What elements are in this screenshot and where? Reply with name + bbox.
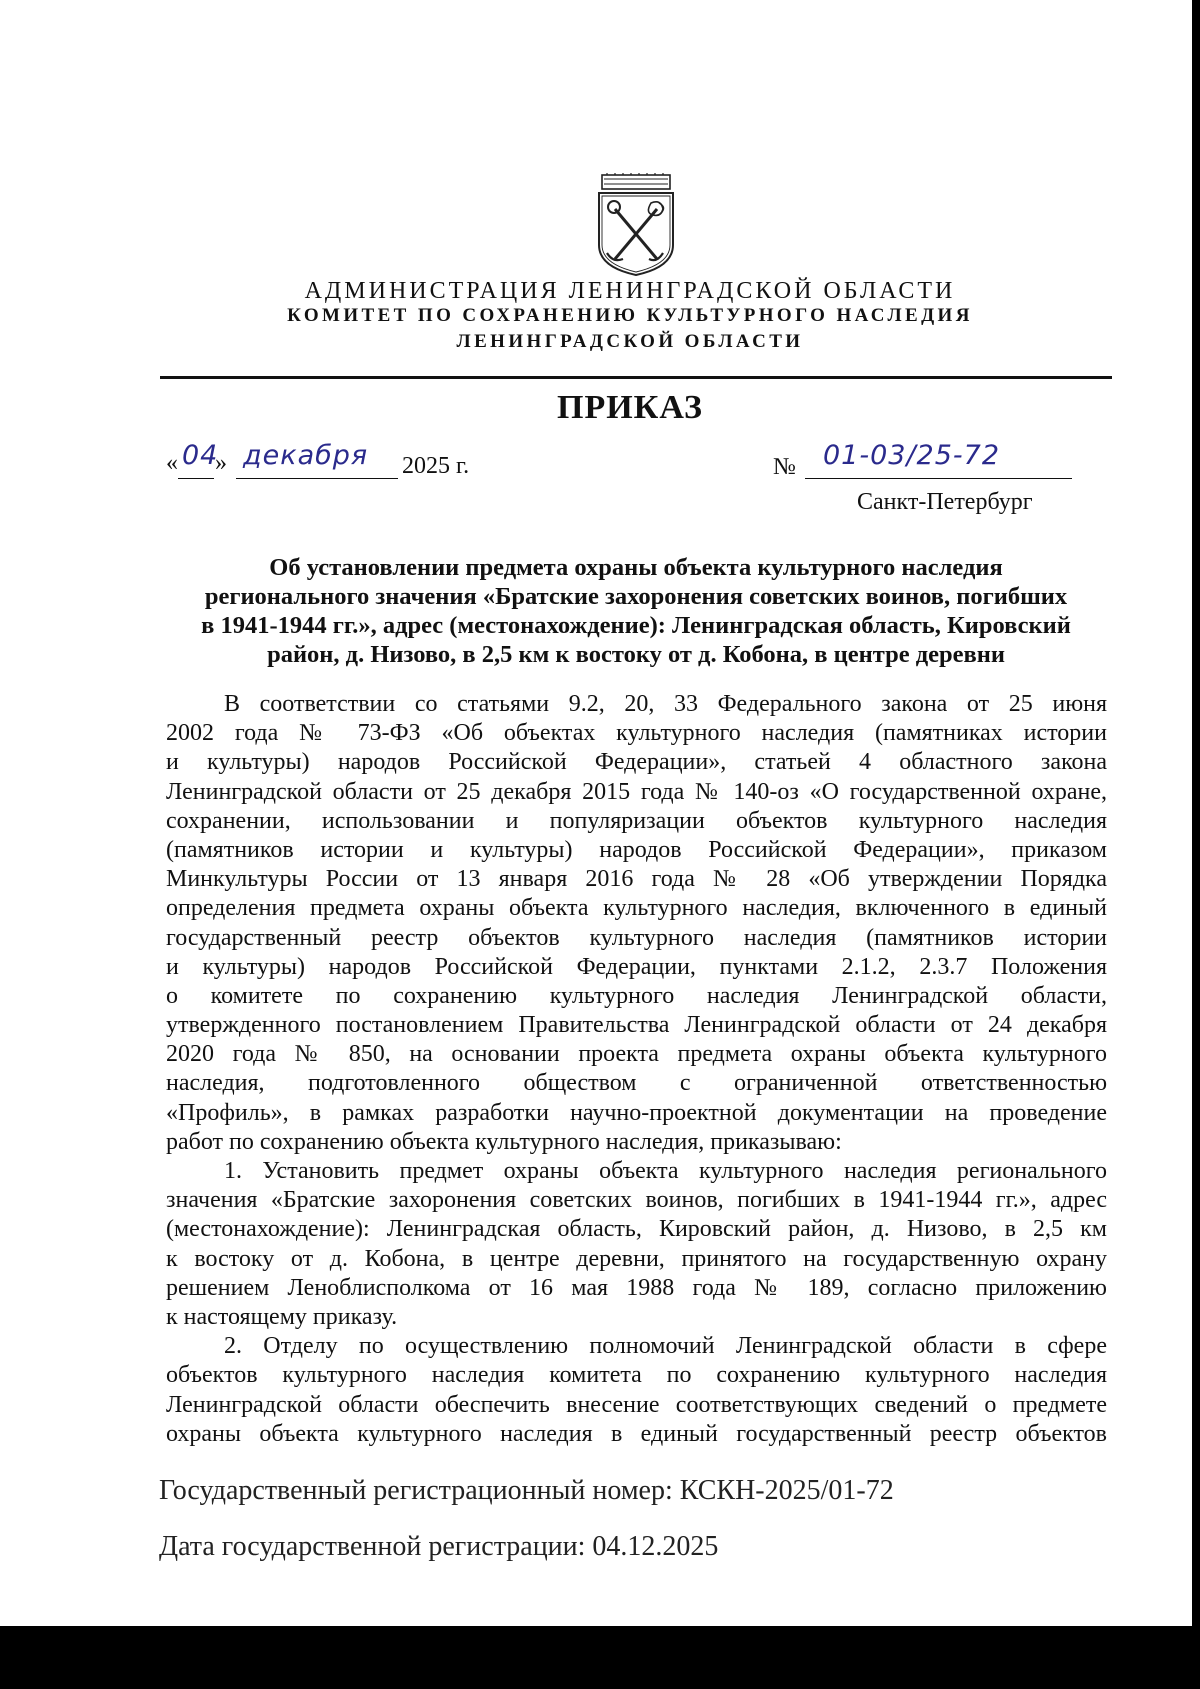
body-line: к востоку от д. Кобона, в центре деревни, принятого на государственную охрану (166, 1245, 1107, 1272)
date-open-quote: « (166, 450, 178, 476)
body-line: к настоящему приказу. (166, 1303, 398, 1330)
date-year: 2025 г. (402, 453, 470, 479)
body-line: решением Леноблисполкома от 16 мая 1988 года № 189, согласно приложению (166, 1274, 1107, 1301)
order-body (166, 690, 1107, 1449)
body-line: 2020 года № 850, на основании проекта предмета охраны объекта культурного (166, 1041, 1107, 1068)
month-underline (236, 478, 398, 479)
date-close-quote: » (215, 450, 227, 476)
body-line: 2002 года № 73-ФЗ «Об объектах культурного наследия (памятниках истории (166, 720, 1107, 747)
number-underline (805, 478, 1072, 479)
scan-footer-bar (0, 1626, 1200, 1689)
body-line: 2. Отделу по осуществлению полномочий Ленинградской области в сфере (224, 1333, 1107, 1360)
body-line: наследия, подготовленного обществом с ограниченной ответственностью (166, 1070, 1107, 1097)
registration-date: Дата государственной регистрации: 04.12.2025 (159, 1531, 719, 1562)
body-line: объектов культурного наследия комитета по сохранению культурного наследия (166, 1362, 1107, 1389)
body-line: «Профиль», в рамках разработки научно-проектной документации на проведение (166, 1099, 1107, 1126)
body-line: о комитете по сохранению культурного наследия Ленинградской области, (166, 982, 1107, 1009)
coat-of-arms-icon (593, 173, 679, 277)
date-month-handwritten: декабря (243, 440, 369, 471)
order-number-label: № (773, 454, 796, 480)
body-line: В соответствии со статьями 9.2, 20, 33 Федерального закона от 25 июня (224, 691, 1107, 717)
order-number-handwritten: 01-03/25-72 (823, 440, 1001, 471)
subject-line: Об установлении предмета охраны объекта культурного наследия (269, 554, 1003, 581)
body-line: охраны объекта культурного наследия в единый государственный реестр объектов (166, 1420, 1107, 1447)
header-divider (160, 376, 1112, 379)
body-line: Ленинградской области от 25 декабря 2015 года № 140-оз «О государственной охране, (166, 778, 1107, 805)
body-line: значения «Братские захоронения советских воинов, погибших в 1941-1944 гг.», адрес (166, 1187, 1107, 1214)
administration-name: АДМИНИСТРАЦИЯ ЛЕНИНГРАДСКОЙ ОБЛАСТИ (304, 278, 956, 304)
order-subject (160, 553, 1112, 669)
body-line: утвержденного постановлением Правительства Ленинградской области от 24 декабря (166, 1012, 1107, 1039)
day-underline (178, 478, 214, 479)
body-line: (местонахождение): Ленинградская область, Кировский район, д. Низово, в 2,5 км (166, 1216, 1107, 1243)
body-line: (памятников истории и культуры) народов Российской Федерации», приказом (166, 836, 1107, 863)
body-line: и культуры) народов Российской Федерации, пунктами 2.1.2, 2.3.7 Положения (166, 953, 1107, 980)
body-line: 1. Установить предмет охраны объекта культурного наследия регионального (224, 1158, 1107, 1184)
subject-line: район, д. Низово, в 2,5 км к востоку от д. Кобона, в центре деревни (267, 641, 1005, 668)
body-line: сохранении, использовании и популяризации объектов культурного наследия (166, 807, 1107, 834)
date-day-handwritten: 04 (182, 440, 219, 471)
subject-line: в 1941-1944 гг.», адрес (местонахождение): Ленинградская область, Кировский (201, 612, 1071, 639)
committee-region: ЛЕНИНГРАДСКОЙ ОБЛАСТИ (456, 331, 804, 352)
body-line: государственный реестр объектов культурного наследия (памятников истории (166, 924, 1107, 951)
body-line: Минкультуры России от 13 января 2016 года № 28 «Об утверждении Порядка (166, 866, 1107, 893)
committee-name: КОМИТЕТ ПО СОХРАНЕНИЮ КУЛЬТУРНОГО НАСЛЕДИЯ (287, 305, 973, 326)
body-line: работ по сохранению объекта культурного наследия, приказываю: (166, 1128, 842, 1155)
registration-number: Государственный регистрационный номер: КСКН-2025/01-72 (159, 1475, 894, 1506)
scan-edge (1192, 0, 1200, 1689)
body-line: Ленинградской области обеспечить внесение соответствующих сведений о предмете (166, 1391, 1107, 1418)
city: Санкт-Петербург (857, 489, 1033, 515)
body-line: определения предмета охраны объекта культурного наследия, включенного в единый (166, 895, 1107, 922)
document-title: ПРИКАЗ (557, 389, 703, 426)
body-line: и культуры) народов Российской Федерации», статьей 4 областного закона (166, 749, 1107, 776)
subject-line: регионального значения «Братские захоронения советских воинов, погибших (204, 583, 1068, 610)
